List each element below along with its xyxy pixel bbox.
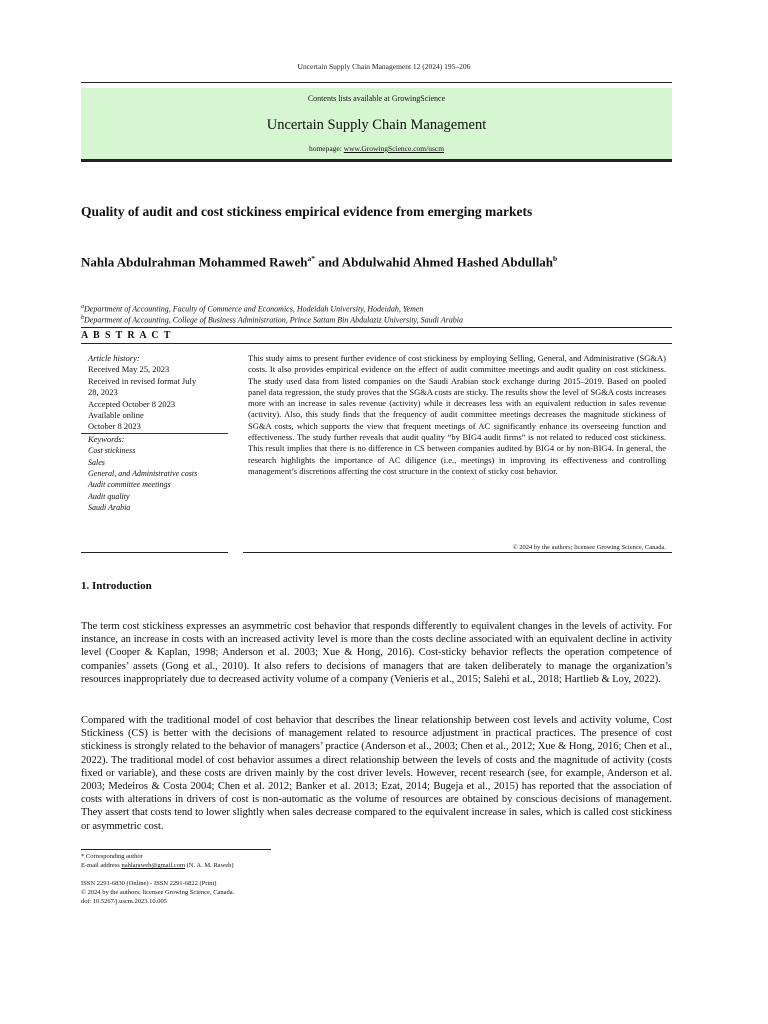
author-1-marker: a*: [307, 254, 315, 263]
running-head: Uncertain Supply Chain Management 12 (2024) 195–206: [297, 62, 471, 71]
homepage-line: [81, 144, 672, 153]
author-line: [81, 254, 557, 270]
affiliation-b-text: Department of Accounting, College of Business Administration, Prince Sattam Bin Abdulaziz University, Saudi Arabia: [84, 315, 463, 325]
journal-banner: [81, 88, 672, 159]
affiliation-a-marker: a: [81, 304, 84, 310]
homepage-link[interactable]: www.GrowingScience.com/uscm: [343, 144, 445, 153]
history-item: Received May 25, 2023: [88, 364, 170, 375]
abstract-copyright: © 2024 by the authors; licensee Growing Science, Canada.: [512, 544, 666, 551]
abstract-text: This study aims to present further evidence of cost stickiness by employing Selling, General, and Administrative (SG&A) costs. It also provides empirical evidence on the effect of audit committee meetings and audit quality on cost stickiness. The study used data from listed companies on the Saudi Arabian stock exchange during 2015–2019. Based on pooled panel data regression, the study proves that the SG&A costs are sticky. The results show the level of SG&A costs increases more with an increase in sales revenue (activity) while it decreases less with an equivalent reduction in sales revenue (activity). Also, this study finds that the frequency of audit committee meetings decreases the magnitude stickiness of SG&A costs, which supports the view that frequent meetings of AC significantly enhance its overseeing function and effectiveness. The study further reveals that audit quality “by BIG4 audit firms” is not related to reduced cost stickiness. This result implies that there is no difference in CS between companies audited by BIG4 or by non-BIG4. In general, the research highlights the importance of AC diligence (i.e., meetings) in improving its effectiveness and controlling management’s discretions affecting the cost structure in the context of sticky cost behavior.: [248, 353, 666, 476]
homepage-label: homepage:: [308, 144, 344, 153]
email-label: E-mail address: [81, 862, 122, 869]
keywords-label: Keywords:: [88, 433, 125, 444]
header-top-rule: [81, 82, 672, 83]
abstract-top-rule: [81, 343, 672, 344]
affiliation-a-text: Department of Accounting, Faculty of Commerce and Economics, Hodeidah University, Hodeidah, Yemen: [84, 304, 424, 314]
history-item: Received in revised format July: [88, 375, 197, 386]
affiliation-a: [81, 304, 423, 314]
banner-bottom-rule: [81, 159, 672, 162]
history-item: Available online: [88, 410, 144, 421]
keyword-item: Cost stickiness: [88, 446, 136, 456]
keyword-item: Audit quality: [88, 491, 130, 501]
author-2-marker: b: [553, 254, 558, 263]
intro-paragraph-1: The term cost stickiness expresses an asymmetric cost behavior that responds differently to equivalent changes in the levels of activity. For instance, an increase in costs with an increased activity level is more than the costs decline associated with an equivalent decline in activity level (Cooper & Kaplan, 1998; Anderson et al. 2003; Xue & Hong, 2016). Cost-sticky behavior reflects the operation competence of companies’ assets (Gong et al., 2010). It also refers to decisions of managers that are taken deliberately to manage the organization’s resources inappropriately due to decreased activity volume of a company (Venieris et al., 2015; Salehi et al., 2018; Hartlieb & Loy, 2022).: [81, 621, 672, 685]
affiliation-b-marker: b: [81, 315, 84, 321]
keyword-item: General, and Administrative costs: [88, 469, 198, 479]
journal-name: Uncertain Supply Chain Management: [266, 117, 487, 133]
affiliation-rule: [81, 327, 672, 328]
article-title: Quality of audit and cost stickiness empirical evidence from emerging markets: [81, 204, 533, 219]
article-info: [88, 353, 228, 514]
abstract-heading: A B S T R A C T: [81, 330, 172, 341]
intro-paragraph-2: Compared with the traditional model of cost behavior that describes the linear relationship between cost levels and activity volume, Cost Stickiness (CS) is better with the decisions of management related to resource adjustment in practical practices. The presence of cost stickiness is strongly related to the behavior of managers’ practice (Anderson et al., 2003; Chen et al., 2012; Xue & Hong, 2016; Chen et al., 2022). The traditional model of cost behavior assumes a direct relationship between the levels of costs and the magnitude of activity (costs fixed or variable), and these costs are driven mainly by the cost driver levels. However, recent research (see, for example, Anderson et al. 2003; Medeiros & Costa 2004; Chen et al. 2012; Banker et al. 2013; Ezat, 2014; Bugeja et al., 2015) has reported that the association of costs with alterations in drivers of cost is non-automatic as the volume of resources are obtained by conscious decisions of management. They assert that costs tend to lower slightly when sales decrease compared to the equivalent increase in sales, which is called cost stickiness or asymmetric cost.: [81, 715, 672, 832]
keyword-item: Saudi Arabia: [88, 503, 131, 513]
abstract-right-bottom-rule: [243, 552, 672, 553]
footnote-rule: [81, 849, 271, 850]
history-label: Article history:: [88, 353, 140, 363]
email-link[interactable]: nahlaraweh@gmail.com: [121, 862, 185, 869]
keyword-item: Audit committee meetings: [88, 480, 171, 490]
license-line: © 2024 by the authors; licensee Growing Science, Canada.: [81, 889, 235, 896]
keyword-item: Sales: [88, 457, 105, 467]
history-item: October 8 2023: [88, 421, 141, 432]
corresponding-author-note: * Corresponding author: [81, 853, 143, 860]
section-heading-introduction: 1. Introduction: [81, 580, 152, 592]
affiliation-b: [81, 315, 463, 325]
email-name: (N. A. M. Raweh): [185, 862, 234, 869]
author-2: and Abdulwahid Ahmed Hashed Abdullah: [314, 254, 554, 270]
doi-line: doi: 10.5267/j.uscm.2023.10.005: [81, 898, 167, 905]
history-item: 28, 2023: [88, 387, 118, 398]
author-1: Nahla Abdulrahman Mohammed Raweh: [81, 254, 308, 270]
abstract-left-bottom-rule: [81, 552, 228, 553]
contents-availability: Contents lists available at GrowingScience: [307, 94, 446, 103]
issn-line: ISSN 2291-6830 (Online) - ISSN 2291-6822 (Print): [81, 880, 217, 887]
email-line: [81, 862, 234, 871]
history-item: Accepted October 8 2023: [88, 398, 176, 409]
